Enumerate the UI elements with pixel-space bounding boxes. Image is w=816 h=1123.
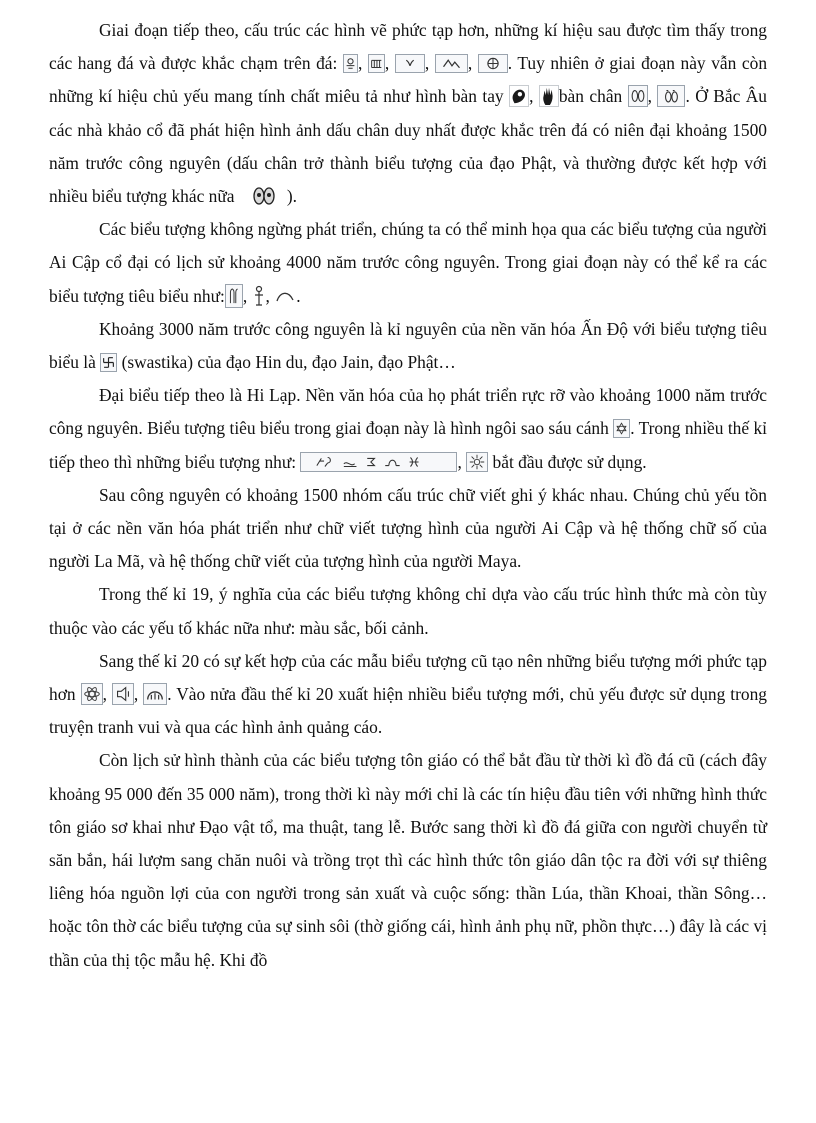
foot-print-1-icon (628, 85, 648, 107)
hand-print-left-icon (509, 85, 529, 107)
arch-symbol-icon (143, 683, 167, 705)
atom-symbol-icon (81, 683, 103, 705)
six-pointed-star-icon (613, 419, 630, 438)
paragraph-2: Các biểu tượng không ngừng phát triển, chúng ta có thể minh họa qua các biểu tượng của người Ai Cập cổ đại có lịch sử khoảng 4000 năm trước công nguyên. Trong giai đoạn này có thể kể ra các biểu tượng tiêu biểu như: , , . (49, 219, 767, 306)
sun-burst-icon (466, 452, 488, 472)
rock-glyph-2-icon (368, 54, 385, 73)
egypt-glyph-3-icon (274, 284, 296, 308)
foot-print-2-icon (657, 85, 685, 107)
paragraph-1: Giai đoạn tiếp theo, cấu trúc các hình vẽ phức tạp hơn, những kí hiệu sau được tìm thấy trong các hang đá và được khắc chạm trên đá: , , , , . Tuy nhiên ở giai đoạn này vẫn còn những kí hiệu chủ yếu mang tính chất miêu tả như hình bàn tay , bàn chân , . Ở Bắc Âu các nhà khảo cổ đã phát hiện hình ảnh dấu chân duy nhất được khắc trên đá có niên đại khoảng 1500 năm trước công nguyên (dấu chân trở thành biểu tượng của đạo Phật, và thường được kết hợp với nhiều biểu tượng khác nữa ). (49, 20, 768, 207)
hand-print-right-icon (539, 85, 559, 107)
paragraph-7: Sang thế kỉ 20 có sự kết hợp của các mẫu biểu tượng cũ tạo nên những biểu tượng mới phức tạp hơn , , . Vào nửa đầu thế kỉ 20 xuất hiện nhiều biểu tượng mới, chủ yếu được sử dụng trong truyện tranh vui và qua các hình ảnh quảng cáo. (49, 650, 767, 738)
paragraph-8: Còn lịch sử hình thành của các biểu tượng tôn giáo có thể bắt đầu từ thời kì đồ đá cũ (cách đây khoảng 95 000 đến 35 000 năm), trong thời kì này mới chỉ là các tín hiệu đầu tiên với những hình thức tôn giáo sơ khai như Đạo vật tổ, ma thuật, tang lễ. Bước sang thời kì đồ đá giữa con người chuyển từ săn bắn, hái lượm sang chăn nuôi và trồng trọt thì các hình thức tôn giáo dân tộc ra đời với sự thiêng liêng hóa nguồn lợi của con người trong sản xuất và cuộc sống: thần Lúa, thần Khoai, thần Sông…hoặc tôn thờ các biểu tượng của sự sinh sôi (thờ giống cái, hình ảnh phụ nữ, phồn thực…) đây là các vị thần của thị tộc mẫu hệ. Khi đồ (49, 750, 767, 970)
egypt-glyph-2-icon (252, 284, 266, 308)
document-page (49, 14, 767, 977)
rock-glyph-4-icon (435, 54, 468, 73)
paragraph-3: Khoảng 3000 năm trước công nguyên là kỉ nguyên của nền văn hóa Ấn Độ với biểu tượng tiêu biểu là (swastika) của đạo Hin du, đạo Jain, đạo Phật… (49, 318, 767, 373)
greek-symbols-icon (300, 452, 457, 472)
egypt-glyph-1-icon (225, 284, 243, 308)
rock-glyph-5-icon (478, 54, 508, 73)
paragraph-5: Sau công nguyên có khoảng 1500 nhóm cấu trúc chữ viết ghi ý khác nhau. Chúng chủ yếu tồn tại ở các nền văn hóa phát triển như chữ viết tượng hình của người Ai Cập và hệ thống chữ số của người La Mã, và hệ thống chữ viết của tượng hình của người Maya. (49, 484, 767, 572)
paragraph-4: Đại biểu tiếp theo là Hi Lạp. Nền văn hóa của họ phát triển rực rỡ vào khoảng 1000 năm trước công nguyên. Biểu tượng tiêu biểu trong giai đoạn này là hình ngôi sao sáu cánh . Trong nhiều thế kỉ tiếp theo thì những biểu tượng như: , bắt đầu được sử dụng. (49, 385, 767, 472)
paragraph-6: Trong thế kỉ 19, ý nghĩa của các biểu tượng không chỉ dựa vào cấu trúc hình thức mà còn tùy thuộc vào các yếu tố khác nữa như: màu sắc, bối cảnh. (49, 584, 767, 638)
swastika-icon (100, 353, 117, 372)
buddha-footprints-icon (239, 184, 287, 208)
speaker-symbol-icon (112, 683, 134, 705)
rock-glyph-3-icon (395, 54, 425, 73)
rock-glyph-1-icon (343, 54, 358, 73)
